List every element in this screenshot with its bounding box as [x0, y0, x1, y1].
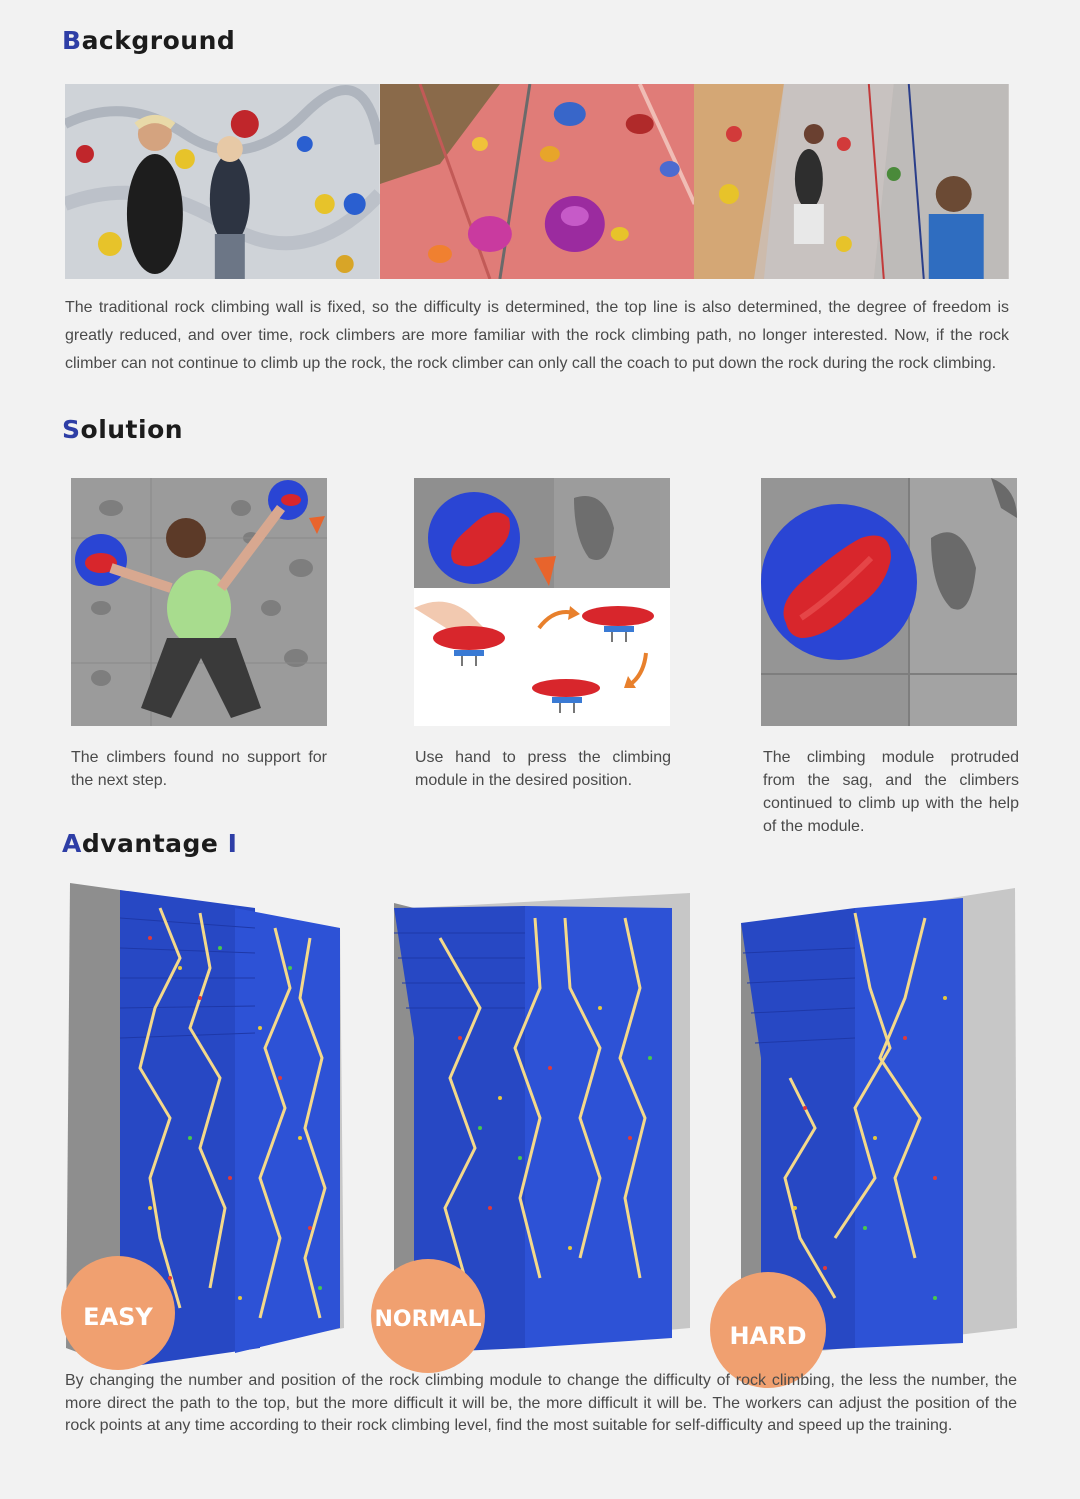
press-module-image — [414, 478, 670, 726]
easy-climbing-wall — [60, 878, 350, 1368]
solution-caption-3: The climbing module protruded from the sag, and the climbers continued to climb up with the help of the module. — [763, 749, 1019, 835]
hard-climbing-wall — [705, 878, 1025, 1368]
background-description: The traditional rock climbing wall is fixed, so the difficulty is determined, the top line is also determined, the degree of freedom is greatly reduced, and over time, rock climbers are more familiar with the rock climbing path, no longer interested. Now, if the rock climber can not continue to climb up the rock, the rock climber can only call the coach to put down the rock during the rock climbing. — [65, 299, 1009, 372]
solution-caption-1: The climbers found no support for the next step. — [71, 749, 327, 789]
hard-label: HARD — [729, 1322, 807, 1350]
climbing-holds-closeup-photo — [380, 84, 695, 279]
solution-caption-2: Use hand to press the climbing module in the desired position. — [415, 749, 671, 789]
module-protruded-image — [761, 478, 1017, 726]
background-heading: Background — [62, 26, 236, 55]
normal-label: NORMAL — [374, 1307, 482, 1332]
child-climber-with-belayer-photo — [694, 84, 1009, 279]
climbing-wall-coach-child-photo — [65, 84, 380, 279]
climber-no-support-image — [71, 478, 327, 726]
normal-climbing-wall — [370, 878, 695, 1368]
background-photo-strip — [65, 84, 1009, 279]
advantage-description: By changing the number and position of the rock climbing module to change the difficulty of rock climbing, the less the number, the more direct the path to the top, but the more difficult it will be, the more difficult it will be. The workers can adjust the position of the rock points at any time according to their rock climbing level, find the most suitable for self-difficulty and speed up the training. — [65, 1372, 1017, 1434]
easy-label: EASY — [83, 1303, 153, 1331]
advantage-heading: Advantage I — [62, 829, 238, 858]
solution-heading: Solution — [62, 415, 184, 444]
